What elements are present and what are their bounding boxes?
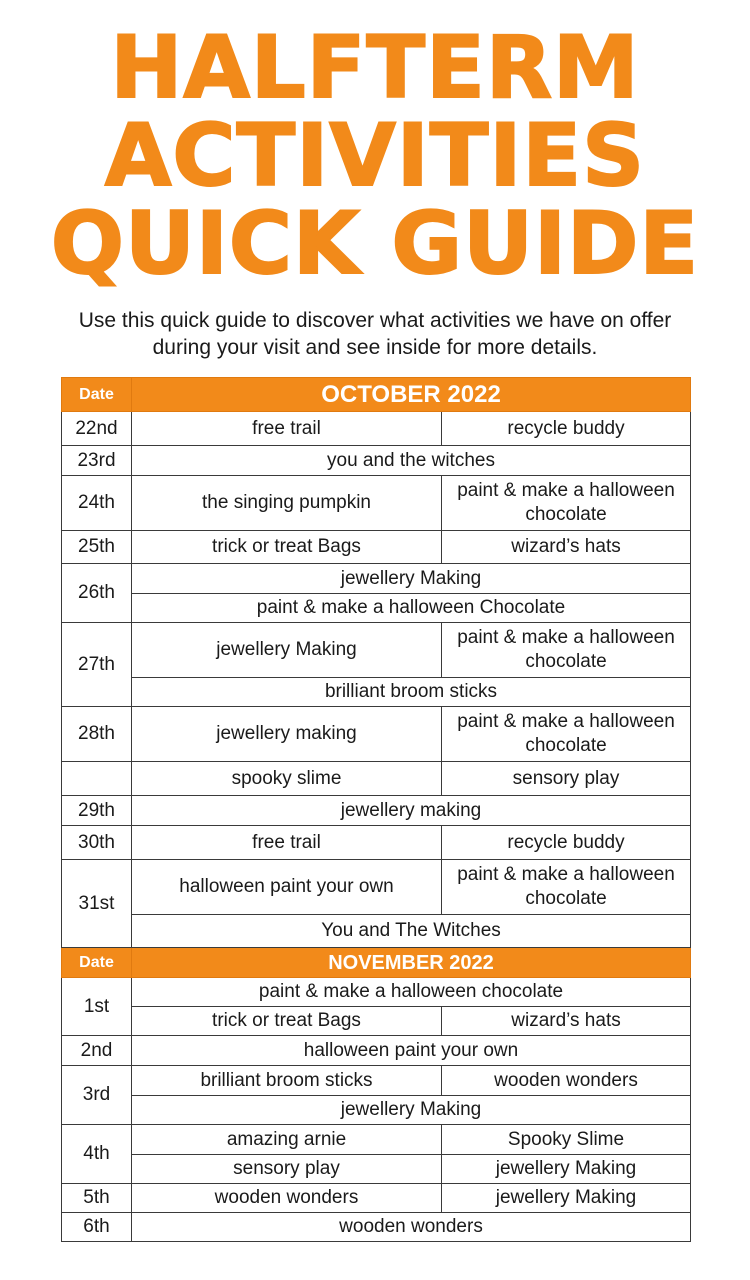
table-row — [62, 1184, 691, 1213]
table-row — [62, 1155, 691, 1184]
date-cell: 3rd — [62, 1066, 132, 1125]
date-cell: 24th — [62, 476, 132, 531]
activity-cell: wizard’s hats — [442, 531, 691, 564]
date-cell: 23rd — [62, 446, 132, 476]
table-row — [62, 1066, 691, 1096]
date-cell: 30th — [62, 826, 132, 860]
activity-cell: Spooky Slime — [442, 1125, 691, 1155]
table-row — [62, 1036, 691, 1066]
activity-cell: brilliant broom sticks — [132, 1066, 442, 1096]
activities-table — [61, 377, 691, 1242]
date-cell: 4th — [62, 1125, 132, 1184]
activity-cell: paint & make a halloween Chocolate — [132, 594, 691, 623]
title-line-2: ACTIVITIES — [104, 106, 646, 206]
table-row — [62, 623, 691, 678]
activity-cell: recycle buddy — [442, 826, 691, 860]
title-line-3: QUICK GUIDE — [50, 194, 700, 294]
activity-cell: paint & make a halloween chocolate — [442, 860, 691, 915]
activity-cell: jewellery Making — [442, 1155, 691, 1184]
table-row — [62, 1096, 691, 1125]
table-row — [62, 564, 691, 594]
table-row — [62, 678, 691, 707]
activity-cell: paint & make a halloween chocolate — [442, 476, 691, 531]
activity-cell: paint & make a halloween chocolate — [132, 978, 691, 1007]
activity-cell: trick or treat Bags — [132, 1007, 442, 1036]
activity-cell: spooky slime — [132, 762, 442, 796]
table-row — [62, 1125, 691, 1155]
table-row — [62, 412, 691, 446]
activity-cell: wizard’s hats — [442, 1007, 691, 1036]
table-row — [62, 1213, 691, 1242]
activity-cell: You and The Witches — [132, 915, 691, 948]
activity-cell: paint & make a halloween chocolate — [442, 623, 691, 678]
table-row — [62, 762, 691, 796]
date-cell: 26th — [62, 564, 132, 623]
date-cell: 28th — [62, 707, 132, 762]
activity-cell: halloween paint your own — [132, 860, 442, 915]
table-row — [62, 826, 691, 860]
date-column-header: Date — [62, 378, 132, 412]
table-row — [62, 446, 691, 476]
table-row — [62, 594, 691, 623]
activity-cell: wooden wonders — [132, 1213, 691, 1242]
activity-cell: wooden wonders — [442, 1066, 691, 1096]
table-row — [62, 1007, 691, 1036]
activity-cell: jewellery Making — [442, 1184, 691, 1213]
date-cell: 6th — [62, 1213, 132, 1242]
month-header-october: OCTOBER 2022 — [132, 378, 691, 412]
activity-cell: trick or treat Bags — [132, 531, 442, 564]
activity-cell: free trail — [132, 826, 442, 860]
october-header-row — [62, 378, 691, 412]
activity-cell: the singing pumpkin — [132, 476, 442, 531]
activity-cell: halloween paint your own — [132, 1036, 691, 1066]
date-cell: 2nd — [62, 1036, 132, 1066]
date-cell: 22nd — [62, 412, 132, 446]
table-row — [62, 978, 691, 1007]
activity-cell: sensory play — [132, 1155, 442, 1184]
activity-cell: amazing arnie — [132, 1125, 442, 1155]
date-cell: 29th — [62, 796, 132, 826]
date-cell: 5th — [62, 1184, 132, 1213]
activity-cell: jewellery making — [132, 796, 691, 826]
table-row — [62, 476, 691, 531]
table-row — [62, 531, 691, 564]
activity-cell: sensory play — [442, 762, 691, 796]
activity-cell: brilliant broom sticks — [132, 678, 691, 707]
date-cell: 1st — [62, 978, 132, 1036]
date-cell — [62, 762, 132, 796]
intro-text: Use this quick guide to discover what activities we have on offer during your visit and see inside for more details. — [78, 309, 672, 359]
activity-cell: jewellery Making — [132, 564, 691, 594]
date-cell: 27th — [62, 623, 132, 707]
table-row — [62, 860, 691, 915]
table-row — [62, 707, 691, 762]
title-line-1: HALFTERM — [110, 18, 640, 118]
activity-cell: paint & make a halloween chocolate — [442, 707, 691, 762]
month-header-november: NOVEMBER 2022 — [132, 948, 691, 978]
activity-cell: recycle buddy — [442, 412, 691, 446]
activity-cell: wooden wonders — [132, 1184, 442, 1213]
table-row — [62, 796, 691, 826]
activity-cell: jewellery Making — [132, 623, 442, 678]
date-cell: 31st — [62, 860, 132, 948]
date-column-header: Date — [62, 948, 132, 978]
activity-cell: jewellery Making — [132, 1096, 691, 1125]
november-header-row — [62, 948, 691, 978]
table-row — [62, 915, 691, 948]
date-cell: 25th — [62, 531, 132, 564]
activity-cell: jewellery making — [132, 707, 442, 762]
activity-cell: free trail — [132, 412, 442, 446]
activity-cell: you and the witches — [132, 446, 691, 476]
